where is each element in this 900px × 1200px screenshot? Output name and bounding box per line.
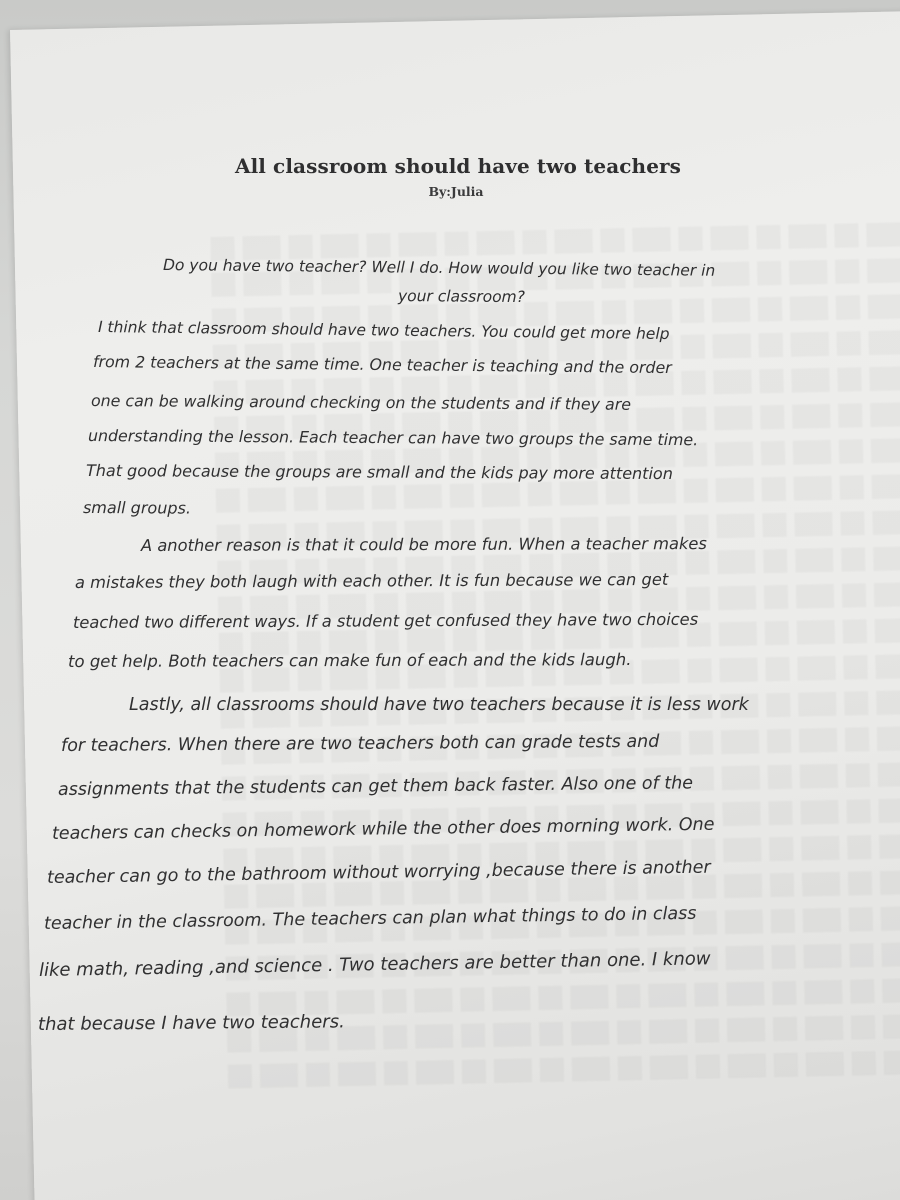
essay-line: one can be walking around checking on the students and if they are <box>90 391 632 414</box>
essay-line: teacher can go to the bathroom without worrying ,because there is another <box>46 857 711 888</box>
essay-line: that because I have two teachers. <box>37 1011 345 1035</box>
essay-line: teacher in the classroom. The teachers can plan what things to do in class <box>43 903 697 934</box>
essay-line: understanding the lesson. Each teacher can have two groups the same time. <box>87 426 699 450</box>
essay-line: Lastly, all classrooms should have two teachers because it is less work <box>129 695 749 715</box>
essay-line: for teachers. When there are two teachers both can grade tests and <box>60 731 660 756</box>
essay-line: I think that classroom should have two teachers. You could get more help <box>97 318 670 343</box>
essay-line: Do you have two teacher? Well I do. How would you like two teacher in <box>162 256 716 280</box>
essay-line: your classroom? <box>397 287 525 307</box>
document-title: All classroom should have two teachers <box>234 154 682 178</box>
essay-line: teachers can checks on homework while the other does morning work. One <box>51 814 715 844</box>
essay-line: That good because the groups are small and the kids pay more attention <box>85 461 673 484</box>
essay-line: A another reason is that it could be more fun. When a teacher makes <box>140 534 707 555</box>
essay-line: like math, reading ,and science . Two teachers are better than one. I know <box>38 948 711 981</box>
essay-line: assignments that the students can get them back faster. Also one of the <box>57 773 694 800</box>
essay-line: from 2 teachers at the same time. One teacher is teaching and the order <box>92 352 672 378</box>
essay-line: to get help. Both teachers can make fun of each and the kids laugh. <box>67 650 632 671</box>
essay-line: a mistakes they both laugh with each other. It is fun because we can get <box>74 569 669 592</box>
essay-line: teached two different ways. If a student get confused they have two choices <box>72 609 699 632</box>
document-byline: By:Julia <box>428 184 484 199</box>
essay-line: small groups. <box>82 498 192 518</box>
